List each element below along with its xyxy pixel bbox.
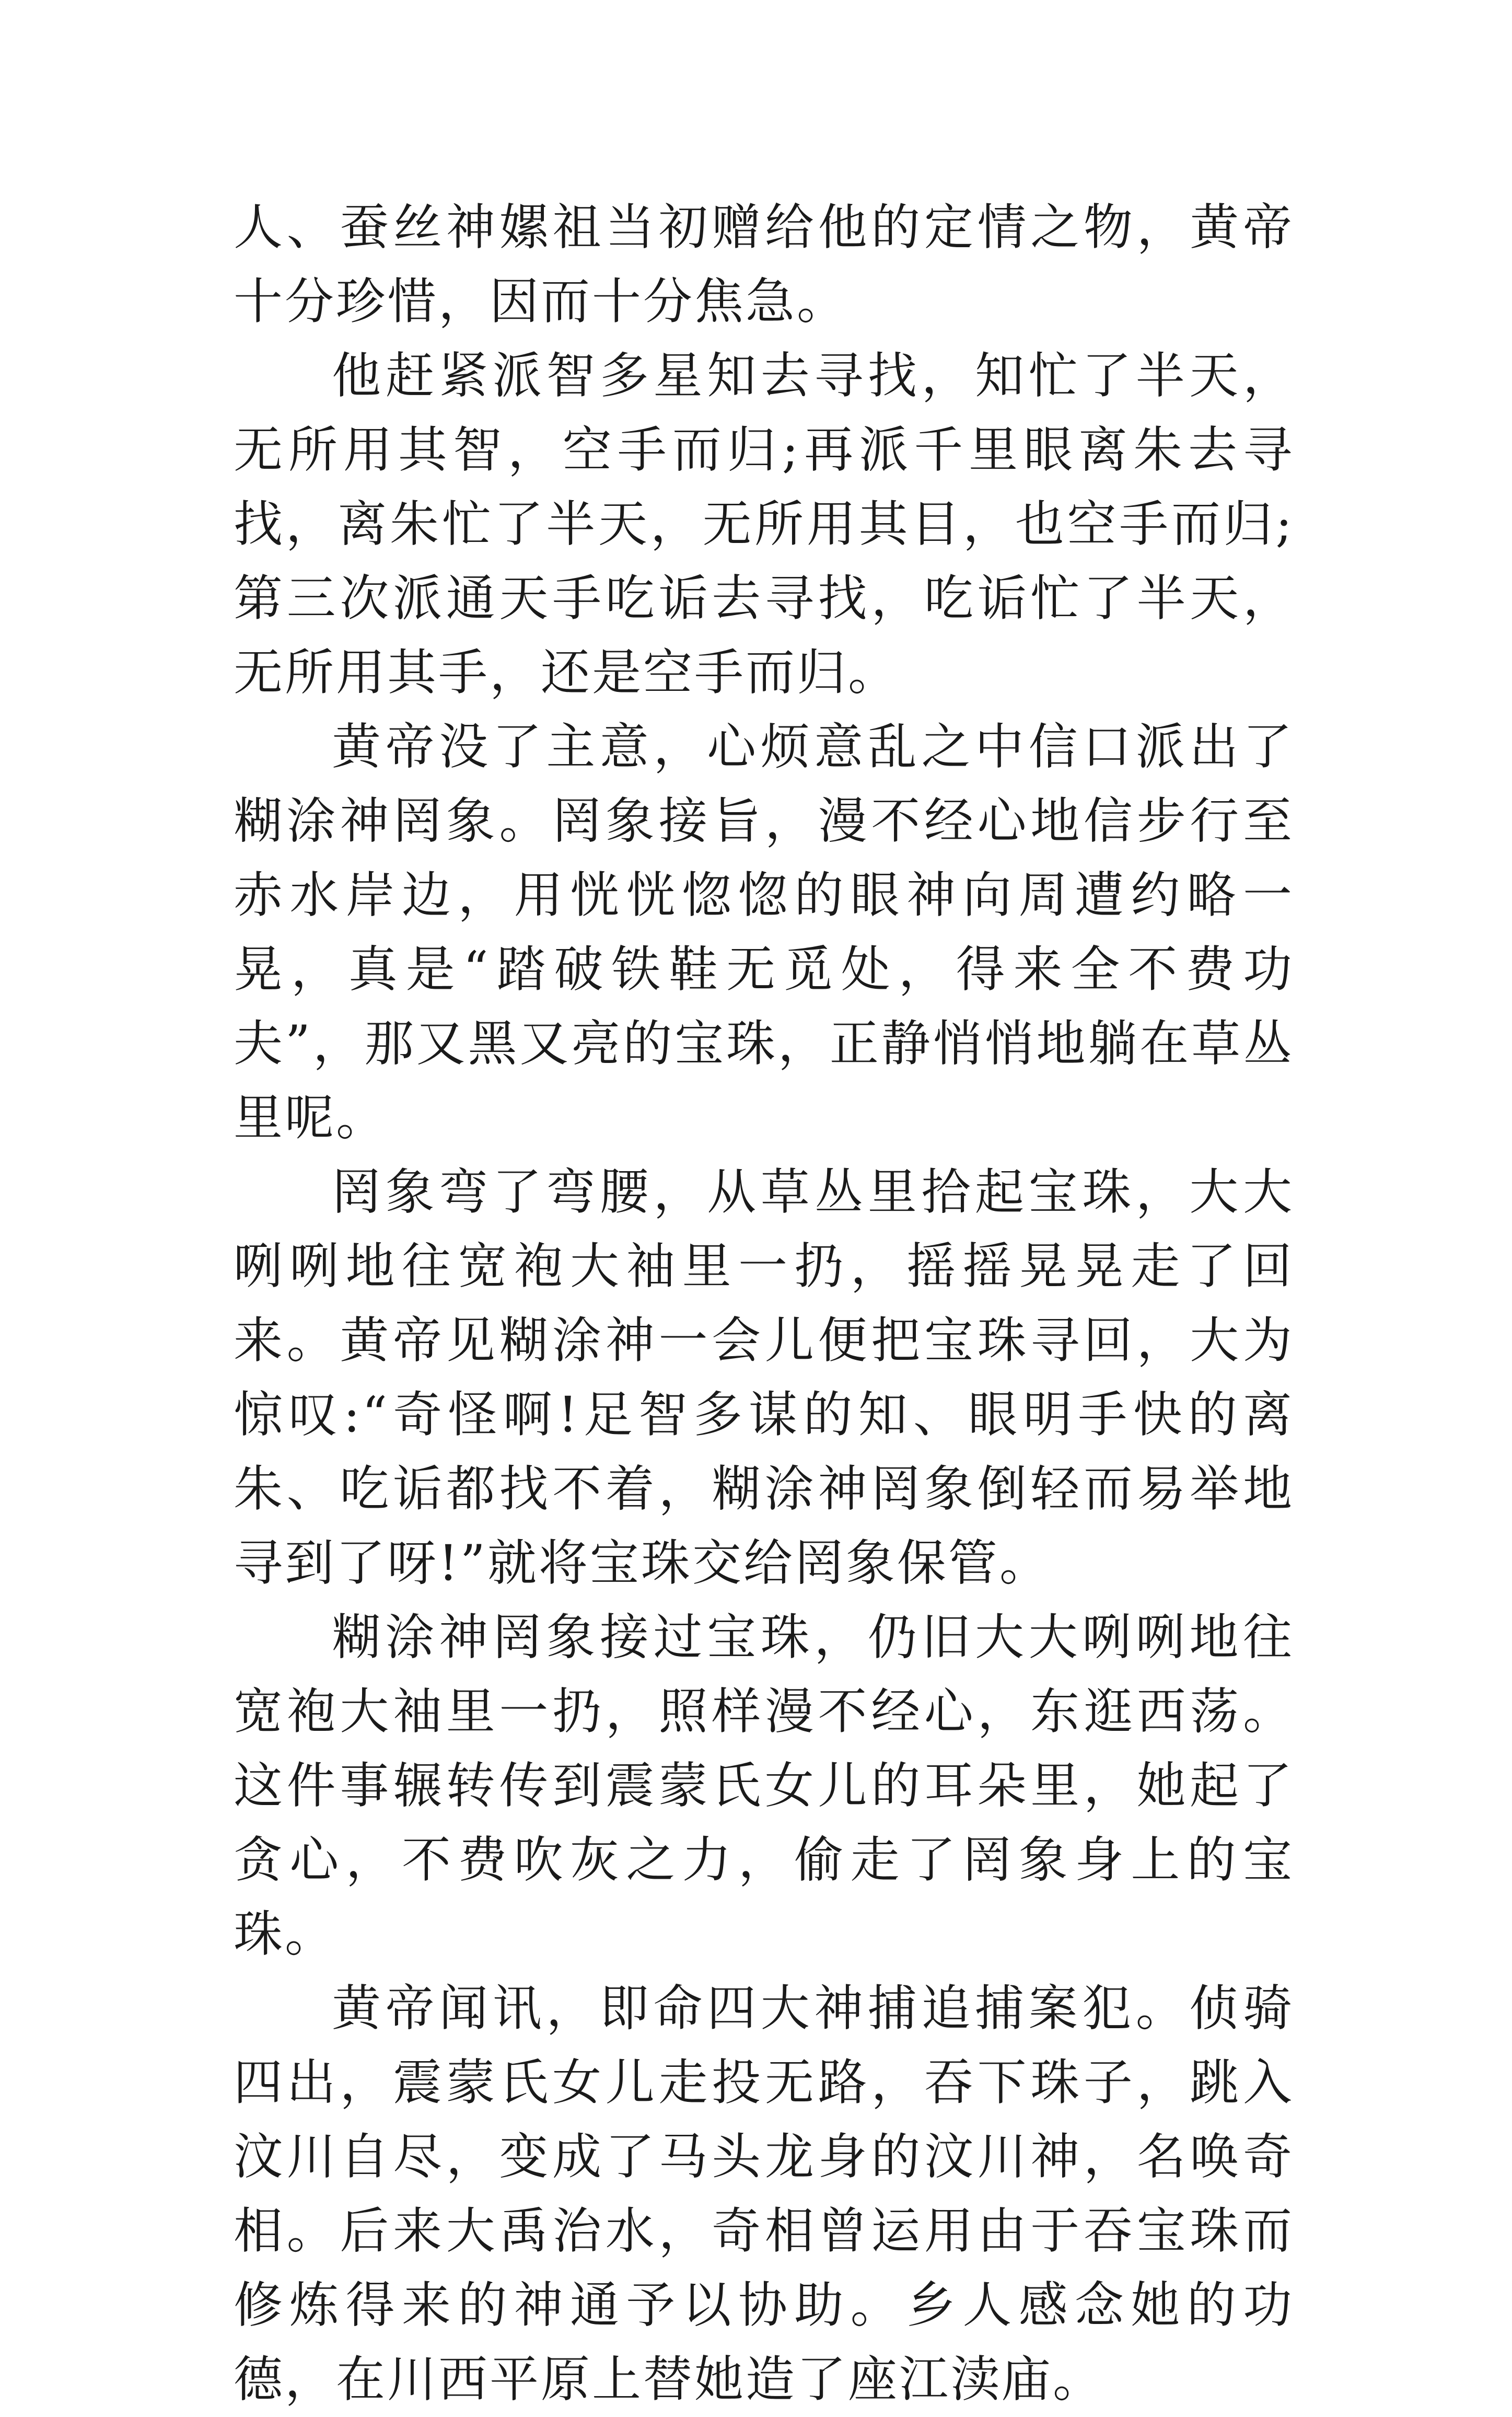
paragraph-1: 人、蚕丝神嫘祖当初赠给他的定情之物，黄帝十分珍惜，因而十分焦急。 — [234, 199, 1294, 330]
paragraph-2: 他赶紧派智多星知去寻找，知忙了半天，无所用其智，空手而归;再派千里眼离朱去寻找，离朱忙了半天，无所用其目，也空手而归;第三次派通天手吃诟去寻找，吃诟忙了半天，无所用其手，还是空手而归。 — [234, 348, 1294, 701]
paragraph-6: 黄帝闻讯，即命四大神捕追捕案犯。侦骑四出，震蒙氏女儿走投无路，吞下珠子，跳入汶川自尽，变成了马头龙身的汶川神，名唤奇相。后来大禹治水，奇相曾运用由于吞宝珠而修炼得来的神通予以协助。乡人感念她的功德，在川西平原上替她造了座江渎庙。 — [234, 1980, 1294, 2408]
paragraph-5: 糊涂神罔象接过宝珠，仍旧大大咧咧地往宽袍大袖里一扔，照样漫不经心，东逛西荡。这件事辗转传到震蒙氏女儿的耳朵里，她起了贪心，不费吹灰之力，偷走了罔象身上的宝珠。 — [234, 1609, 1294, 1963]
paragraph-4: 罔象弯了弯腰，从草丛里拾起宝珠，大大咧咧地往宽袍大袖里一扔，摇摇晃晃走了回来。黄帝见糊涂神一会儿便把宝珠寻回，大为惊叹:“奇怪啊!足智多谋的知、眼明手快的离朱、吃诟都找不着，糊涂神罔象倒轻而易举地寻到了呀!”就将宝珠交给罔象保管。 — [234, 1164, 1294, 1592]
paragraph-3: 黄帝没了主意，心烦意乱之中信口派出了糊涂神罔象。罔象接旨，漫不经心地信步行至赤水岸边，用恍恍惚惚的眼神向周遭约略一晃，真是“踏破铁鞋无觅处，得来全不费功夫”，那又黑又亮的宝珠，正静悄悄地躺在草丛里呢。 — [234, 719, 1294, 1147]
body-text — [234, 191, 1294, 2417]
